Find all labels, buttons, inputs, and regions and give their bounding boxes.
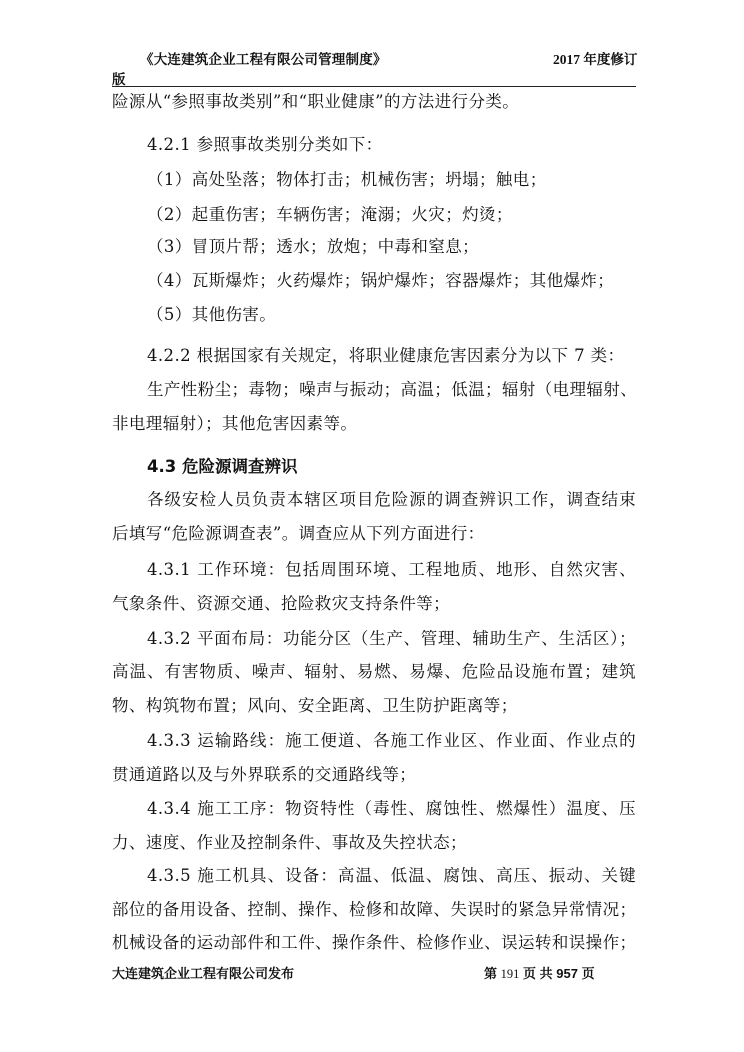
page-prefix: 第 [484,966,498,981]
clause-4-3-5-cont: 机械设备的运动部件和工件、操作条件、检修作业、误运转和误操作； [112,933,636,952]
header-title: 《大连建筑企业工程有限公司管理制度》 [140,52,387,67]
list-item-4: （4）瓦斯爆炸；火药爆炸；锅炉爆炸；容器爆炸；其他爆炸； [147,271,615,290]
clause-4-2-2: 4.2.2 根据国家有关规定，将职业健康危害因素分为以下 7 类： [147,346,625,365]
paragraph-line: 后填写“危险源调查表”。调查应从下列方面进行： [112,524,485,543]
section-heading-4-3: 4.3 危险源调查辨识 [147,457,298,476]
header-edition: 2017 年度修订 [553,52,638,67]
clause-4-3-4: 4.3.4 施工工序：物资特性（毒性、腐蚀性、燃爆性）温度、压 [147,799,636,818]
body-line-hazards: 生产性粉尘；毒物；噪声与振动；高温；低温；辐射（电理辐射、 [147,380,638,399]
clause-4-3-5-cont: 部位的备用设备、控制、操作、检修和故障、失误时的紧急异常情况； [112,900,636,919]
page-number: 191 [500,967,520,981]
clause-4-3-4-cont: 力、速度、作业及控制条件、事故及失控状态； [112,833,467,852]
list-item-3: （3）冒顶片帮；透水；放炮；中毒和窒息； [147,237,479,256]
body-line-1: 险源从“参照事故类别”和“职业健康”的方法进行分类。 [112,92,520,111]
header-edition-continued: 版 [112,72,126,87]
page-mid: 页 共 [523,966,553,981]
footer-page-indicator [484,963,595,982]
body-line-hazards-cont: 非电理辐射）；其他危害因素等。 [112,414,358,433]
total-pages: 957 [556,966,578,981]
footer-publisher: 大连建筑企业工程有限公司发布 [112,966,295,981]
clause-4-2-1: 4.2.1 参照事故类别分类如下： [147,135,383,154]
list-item-2: （2）起重伤害；车辆伤害；淹溺；火灾；灼烫； [147,205,513,224]
page-suffix: 页 [581,966,595,981]
clause-4-3-1: 4.3.1 工作环境：包括周围环境、工程地质、地形、自然灾害、 [147,560,636,579]
clause-4-3-3-cont: 贯通道路以及与外界联系的交通路线等； [112,765,417,784]
clause-4-3-2: 4.3.2 平面布局：功能分区（生产、管理、辅助生产、生活区）； [147,629,636,648]
clause-4-3-5: 4.3.5 施工机具、设备：高温、低温、腐蚀、高压、振动、关键 [147,866,636,885]
list-item-1: （1）高处坠落；物体打击；机械伤害；坍塌；触电； [147,170,547,189]
clause-4-3-2-cont: 物、构筑物布置；风向、安全距离、卫生防护距离等； [112,696,518,715]
clause-4-3-2-cont: 高温、有害物质、噪声、辐射、易燃、易爆、危险品设施布置；建筑 [112,662,636,681]
paragraph-line: 各级安检人员负责本辖区项目危险源的调查辨识工作，调查结束 [147,490,636,509]
list-item-5: （5）其他伤害。 [147,305,277,324]
clause-4-3-1-cont: 气象条件、资源交通、抢险救灾支持条件等； [112,594,450,613]
header-divider [112,86,636,87]
clause-4-3-3: 4.3.3 运输路线：施工便道、各施工作业区、作业面、作业点的 [147,731,636,750]
